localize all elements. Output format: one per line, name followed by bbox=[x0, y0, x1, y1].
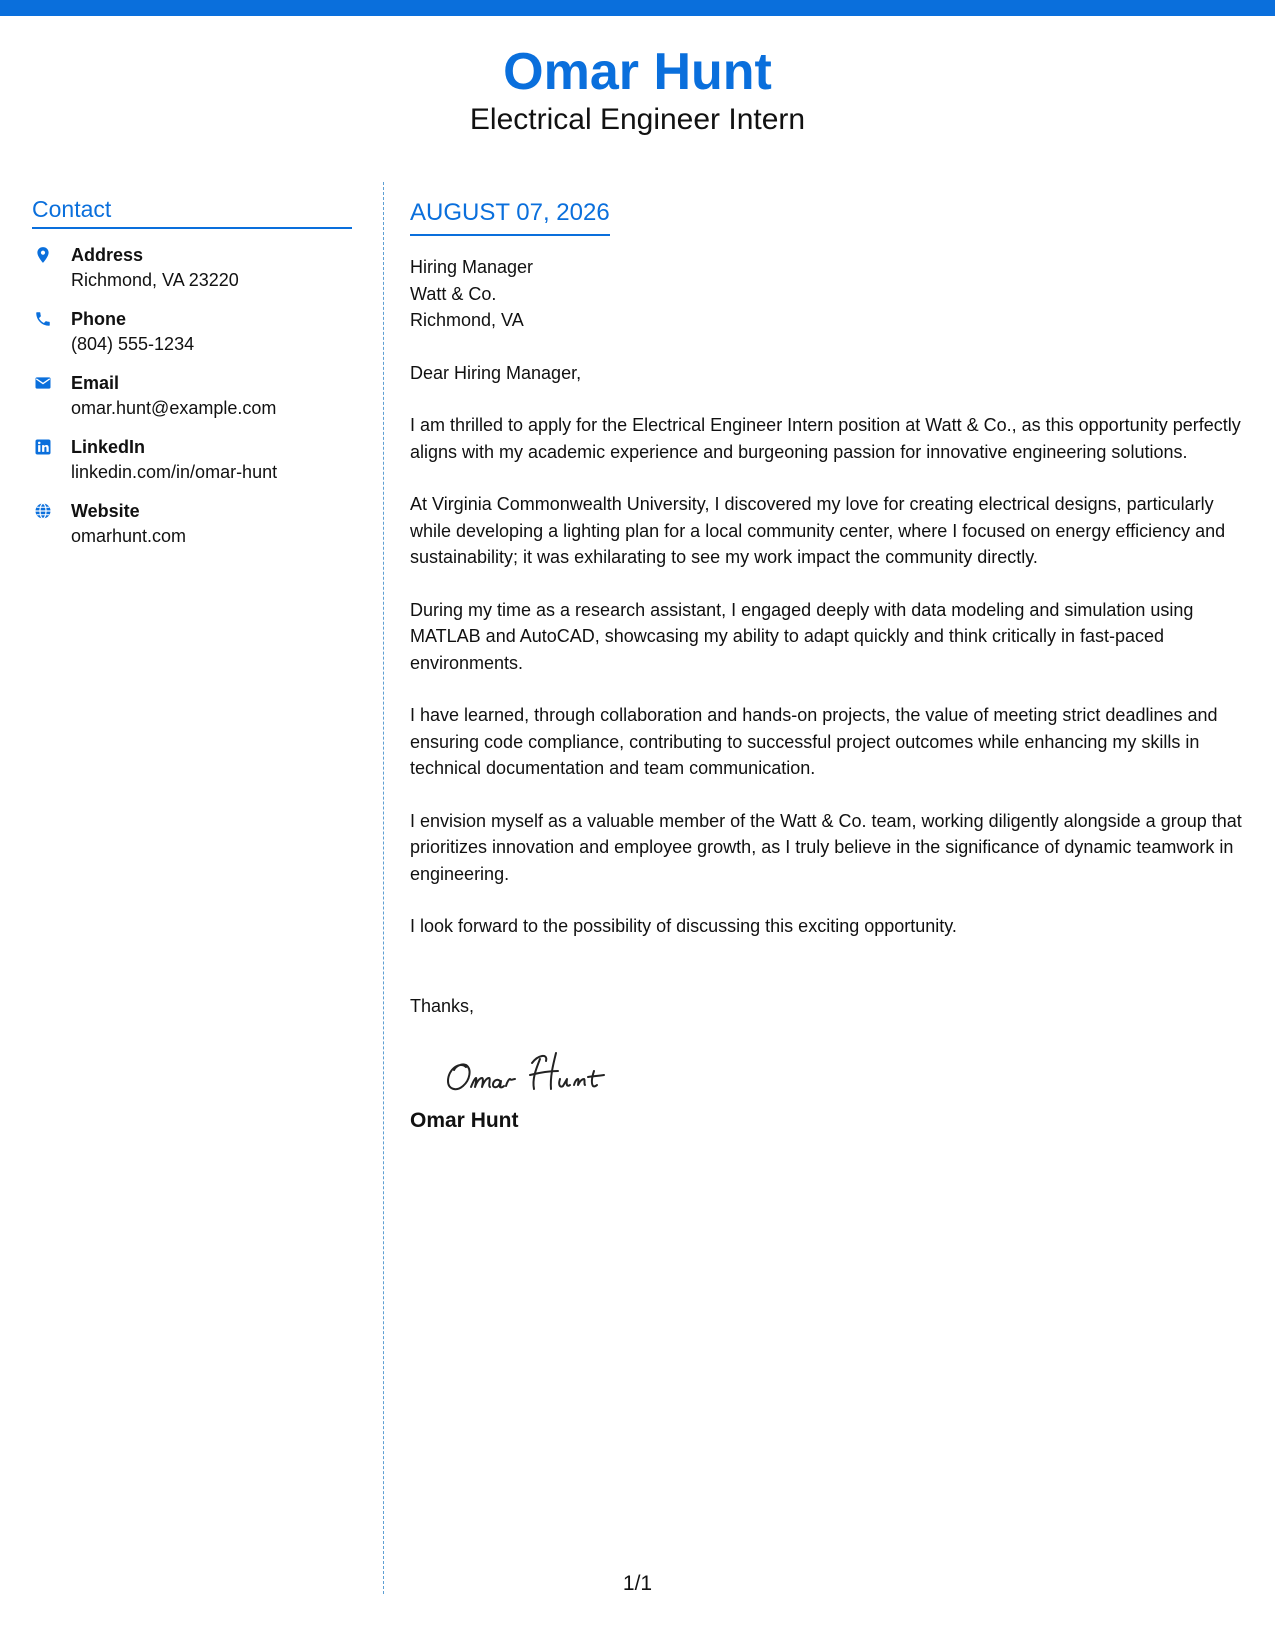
phone-icon bbox=[34, 310, 52, 328]
candidate-name: Omar Hunt bbox=[503, 43, 772, 101]
globe-icon bbox=[34, 502, 52, 520]
contact-value: (804) 555-1234 bbox=[71, 334, 195, 354]
map-pin-icon bbox=[34, 246, 52, 264]
body-paragraph: At Virginia Commonwealth University, I discovered my love for creating electrical designs, particularly while developing a lighting plan for a local community center, where I focused on energy efficiency and sustainability; it was exhilarating to see my work impact the community directly. bbox=[410, 494, 1226, 567]
closing: Thanks, bbox=[410, 995, 475, 1016]
body-paragraph: I have learned, through collaboration and hands-on projects, the value of meeting strict deadlines and ensuring code compliance, contributing to successful project outcomes while enhancing my skills in technical documentation and team communication. bbox=[410, 705, 1218, 778]
top-accent-bar bbox=[0, 0, 1275, 16]
recipient-line: Hiring Manager bbox=[410, 257, 534, 277]
contact-value: linkedin.com/in/omar-hunt bbox=[71, 462, 278, 482]
contact-label: Address bbox=[71, 245, 144, 265]
contact-heading: Contact bbox=[32, 194, 352, 229]
candidate-role: Electrical Engineer Intern bbox=[469, 103, 806, 136]
recipient-line: Richmond, VA bbox=[410, 310, 524, 330]
page-number: 1/1 bbox=[622, 1572, 653, 1595]
linkedin-icon bbox=[34, 438, 52, 456]
contact-label: Email bbox=[71, 373, 120, 393]
contact-value: omar.hunt@example.com bbox=[71, 398, 277, 418]
signer-name: Omar Hunt bbox=[410, 1109, 519, 1132]
contact-sidebar bbox=[32, 194, 352, 563]
salutation: Dear Hiring Manager, bbox=[410, 362, 582, 383]
contact-label: LinkedIn bbox=[71, 437, 146, 457]
contact-value: Richmond, VA 23220 bbox=[71, 270, 239, 290]
recipient-block bbox=[410, 254, 1245, 334]
body-paragraph: I look forward to the possibility of discussing this exciting opportunity. bbox=[410, 916, 957, 936]
contact-label: Website bbox=[71, 501, 140, 521]
contact-item-address bbox=[32, 243, 352, 293]
contact-item-email bbox=[32, 371, 352, 421]
contact-label: Phone bbox=[71, 309, 127, 329]
body-paragraph: I envision myself as a valuable member of the Watt & Co. team, working diligently alongside a group that prioritizes innovation and employee growth, as I truly believe in the significance of dynamic teamwork in engineering. bbox=[410, 810, 1242, 884]
letter-body bbox=[410, 198, 1245, 1135]
column-divider bbox=[383, 182, 384, 1594]
letter-date: AUGUST 07, 2026 bbox=[410, 198, 610, 236]
recipient-line: Watt & Co. bbox=[410, 283, 497, 304]
handwritten-signature bbox=[444, 1039, 1245, 1099]
contact-item-phone bbox=[32, 307, 352, 357]
contact-item-website bbox=[32, 499, 352, 549]
contact-item-linkedin bbox=[32, 435, 352, 485]
contact-value: omarhunt.com bbox=[71, 526, 187, 546]
body-paragraph: I am thrilled to apply for the Electrical Engineer Intern position at Watt & Co., as this opportunity perfectly aligns with my academic experience and burgeoning passion for innovative engineering solutions. bbox=[410, 415, 1241, 462]
envelope-icon bbox=[34, 374, 52, 392]
body-paragraph: During my time as a research assistant, I engaged deeply with data modeling and simulation using MATLAB and AutoCAD, showcasing my ability to adapt quickly and think critically in fast-paced environments. bbox=[410, 599, 1194, 673]
